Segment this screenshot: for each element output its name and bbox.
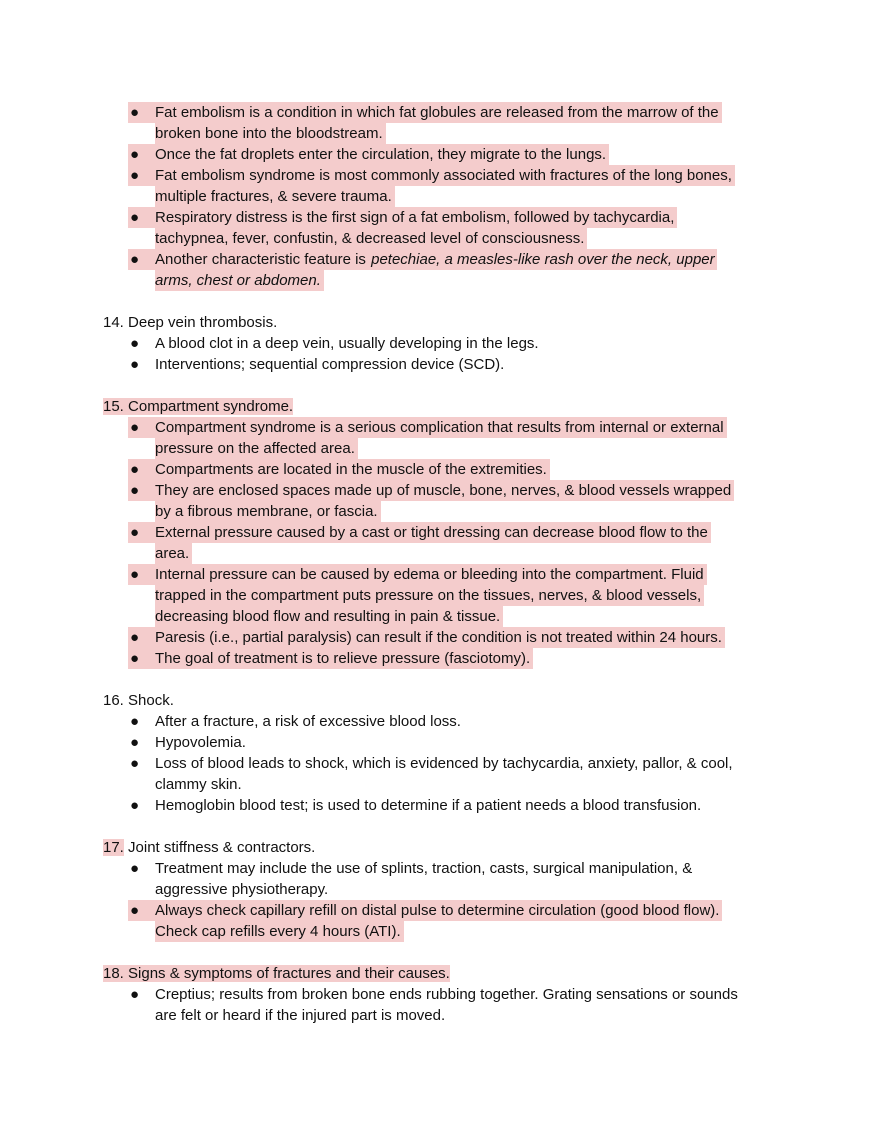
heading-text: Joint stiffness & contractors. bbox=[123, 839, 316, 856]
list-item-text bbox=[155, 732, 775, 753]
text-line: They are enclosed spaces made up of muscle, bone, nerves, & blood vessels wrapped bbox=[155, 482, 732, 499]
bullet-icon: ● bbox=[130, 797, 140, 814]
bullet-icon: ● bbox=[130, 524, 140, 541]
section-heading bbox=[103, 690, 174, 711]
text-line: tachypnea, fever, confustin, & decreased level of consciousness. bbox=[155, 230, 585, 247]
bullet-icon: ● bbox=[130, 713, 140, 730]
bullet-icon: ● bbox=[130, 419, 140, 436]
text-line: area. bbox=[155, 545, 190, 562]
text-line: Hemoglobin blood test; is used to determine if a patient needs a blood transfusion. bbox=[155, 797, 702, 814]
list-item-text bbox=[155, 480, 775, 501]
bullet-icon: ● bbox=[130, 650, 140, 667]
list-item-text bbox=[155, 858, 775, 879]
heading-text: 15. Compartment syndrome. bbox=[103, 398, 294, 415]
list-item-text bbox=[155, 543, 775, 564]
text-line: aggressive physiotherapy. bbox=[155, 881, 329, 898]
list-item-text bbox=[155, 501, 775, 522]
heading-number: 17. bbox=[103, 839, 124, 856]
text-line: Compartments are located in the muscle of the extremities. bbox=[155, 461, 547, 478]
heading-text: 14. Deep vein thrombosis. bbox=[103, 314, 278, 331]
text-line: The goal of treatment is to relieve pressure (fasciotomy). bbox=[155, 650, 531, 667]
list-item-text bbox=[155, 795, 775, 816]
bullet-icon: ● bbox=[130, 356, 140, 373]
text-line: pressure on the affected area. bbox=[155, 440, 355, 457]
text-line: Once the fat droplets enter the circulation, they migrate to the lungs. bbox=[155, 146, 607, 163]
text-line: Creptius; results from broken bone ends rubbing together. Grating sensations or sounds bbox=[155, 986, 738, 1003]
section-heading bbox=[103, 963, 450, 984]
text-line: Another characteristic feature is bbox=[155, 251, 371, 268]
list-item-text bbox=[155, 123, 775, 144]
text-line: decreasing blood flow and resulting in pain & tissue. bbox=[155, 608, 501, 625]
bullet-icon: ● bbox=[130, 986, 140, 1003]
text-line: After a fracture, a risk of excessive blood loss. bbox=[155, 713, 461, 730]
list-item-text bbox=[155, 333, 775, 354]
bullet-icon: ● bbox=[130, 335, 140, 352]
italic-text: petechiae, a measles-like rash over the neck, upper bbox=[371, 251, 715, 268]
text-line: A blood clot in a deep vein, usually developing in the legs. bbox=[155, 335, 539, 352]
text-line: Treatment may include the use of splints, traction, casts, surgical manipulation, & bbox=[155, 860, 693, 877]
bullet-icon: ● bbox=[130, 734, 140, 751]
list-item-text bbox=[155, 417, 775, 438]
list-item-text bbox=[155, 921, 775, 942]
list-item-text bbox=[155, 165, 775, 186]
text-line: Fat embolism is a condition in which fat globules are released from the marrow of the bbox=[155, 104, 719, 121]
text-line: Hypovolemia. bbox=[155, 734, 246, 751]
list-item-text bbox=[155, 648, 775, 669]
text-line: trapped in the compartment puts pressure on the tissues, nerves, & blood vessels, bbox=[155, 587, 702, 604]
text-line: Always check capillary refill on distal pulse to determine circulation (good blood flow). bbox=[155, 902, 720, 919]
bullet-icon: ● bbox=[130, 167, 140, 184]
text-line: External pressure caused by a cast or tight dressing can decrease blood flow to the bbox=[155, 524, 708, 541]
list-item-text bbox=[155, 627, 775, 648]
bullet-icon: ● bbox=[130, 104, 140, 121]
text-line: Paresis (i.e., partial paralysis) can result if the condition is not treated within 24 hours. bbox=[155, 629, 722, 646]
list-item-text bbox=[155, 585, 775, 606]
text-line: arms, chest or abdomen. bbox=[155, 272, 321, 289]
bullet-icon: ● bbox=[130, 461, 140, 478]
text-line: broken bone into the bloodstream. bbox=[155, 125, 383, 142]
list-item-text bbox=[155, 564, 775, 585]
list-item-text bbox=[155, 354, 775, 375]
list-item-text bbox=[155, 879, 775, 900]
heading-text: 18. Signs & symptoms of fractures and their causes. bbox=[103, 965, 450, 982]
list-item-text bbox=[155, 228, 775, 249]
list-item-text bbox=[155, 438, 775, 459]
section-heading bbox=[103, 837, 315, 858]
list-item-text bbox=[155, 711, 775, 732]
text-line: Compartment syndrome is a serious complication that results from internal or external bbox=[155, 419, 724, 436]
bullet-icon: ● bbox=[130, 251, 140, 268]
bullet-icon: ● bbox=[130, 902, 140, 919]
list-item-text bbox=[155, 1005, 775, 1026]
section-heading bbox=[103, 312, 277, 333]
bullet-icon: ● bbox=[130, 482, 140, 499]
list-item-text bbox=[155, 249, 775, 270]
text-line: Internal pressure can be caused by edema or bleeding into the compartment. Fluid bbox=[155, 566, 704, 583]
heading-text: 16. Shock. bbox=[103, 692, 174, 709]
bullet-icon: ● bbox=[130, 146, 140, 163]
list-item-text bbox=[155, 753, 775, 774]
text-line: multiple fractures, & severe trauma. bbox=[155, 188, 392, 205]
list-item-text bbox=[155, 459, 775, 480]
list-item-text bbox=[155, 606, 775, 627]
text-line: Respiratory distress is the first sign of a fat embolism, followed by tachycardia, bbox=[155, 209, 675, 226]
list-item-text bbox=[155, 186, 775, 207]
text-line: Check cap refills every 4 hours (ATI). bbox=[155, 923, 401, 940]
bullet-icon: ● bbox=[130, 209, 140, 226]
list-item-text bbox=[155, 102, 775, 123]
list-item-text bbox=[155, 270, 775, 291]
section-heading bbox=[103, 396, 293, 417]
list-item-text bbox=[155, 144, 775, 165]
bullet-icon: ● bbox=[130, 860, 140, 877]
bullet-icon: ● bbox=[130, 755, 140, 772]
text-line: by a fibrous membrane, or fascia. bbox=[155, 503, 378, 520]
list-item-text bbox=[155, 984, 775, 1005]
list-item-text bbox=[155, 207, 775, 228]
text-line: clammy skin. bbox=[155, 776, 242, 793]
text-line: are felt or heard if the injured part is moved. bbox=[155, 1007, 446, 1024]
list-item-text bbox=[155, 900, 775, 921]
text-line: Loss of blood leads to shock, which is evidenced by tachycardia, anxiety, pallor, & cool, bbox=[155, 755, 733, 772]
list-item-text bbox=[155, 774, 775, 795]
text-line: Fat embolism syndrome is most commonly associated with fractures of the long bones, bbox=[155, 167, 732, 184]
bullet-icon: ● bbox=[130, 629, 140, 646]
text-line: Interventions; sequential compression device (SCD). bbox=[155, 356, 505, 373]
bullet-icon: ● bbox=[130, 566, 140, 583]
list-item-text bbox=[155, 522, 775, 543]
